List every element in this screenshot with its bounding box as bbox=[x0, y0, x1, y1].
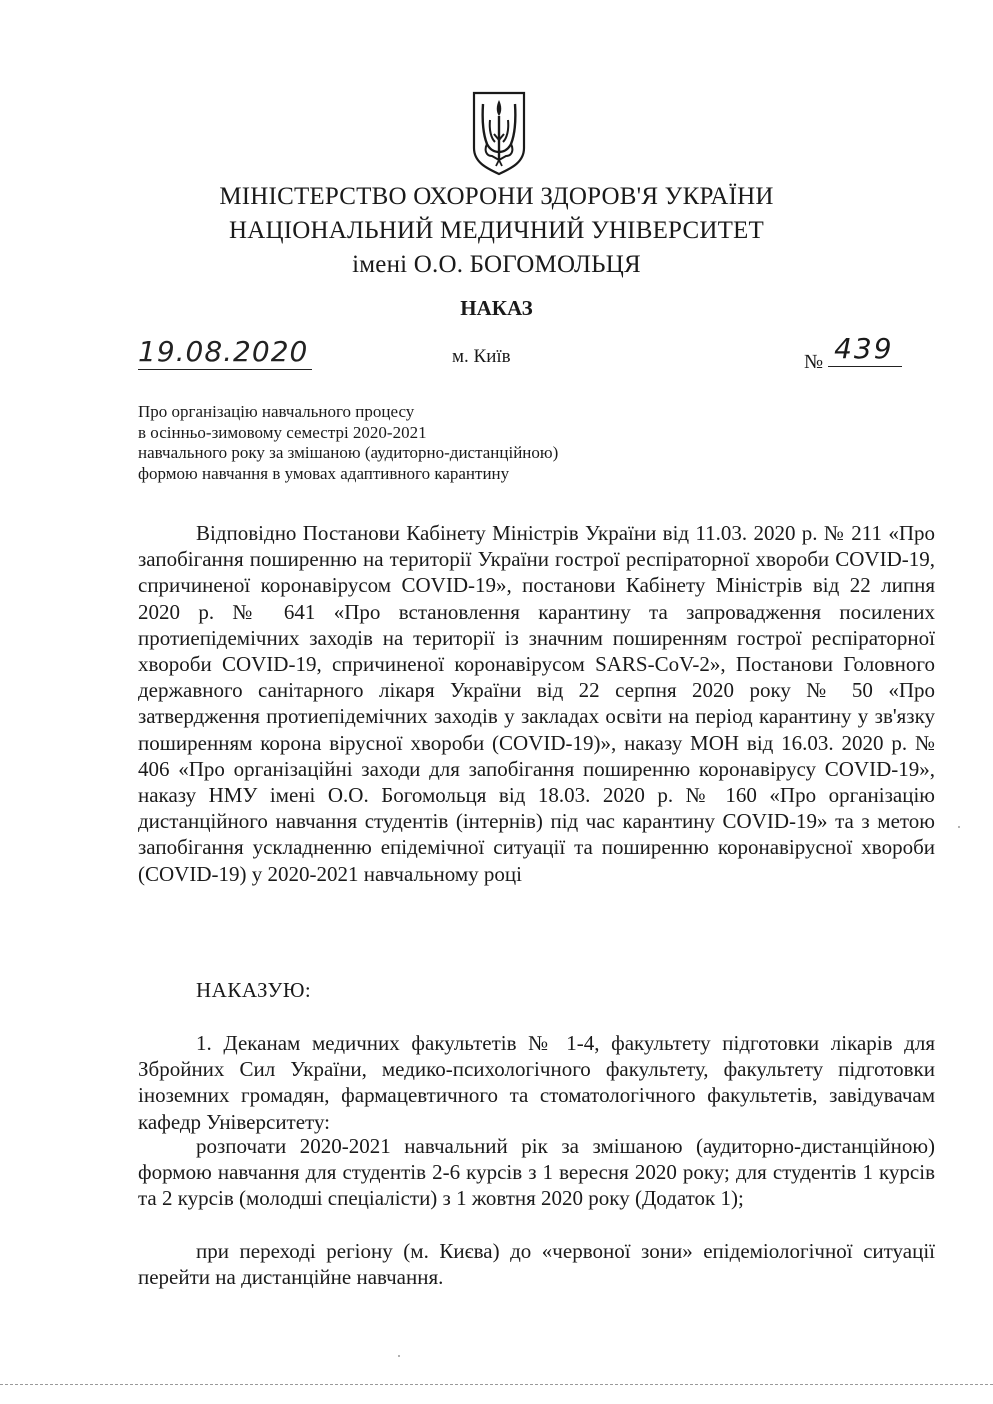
ministry-name: МІНІСТЕРСТВО ОХОРОНИ ЗДОРОВ'Я УКРАЇНИ bbox=[219, 183, 774, 210]
number-sign: № bbox=[804, 351, 824, 373]
document-title: НАКАЗ bbox=[460, 296, 533, 320]
order-item-1: 1. Деканам медичних факультетів № 1-4, факультету підготовки лікарів для Збройних Сил України, медико-психологічного факультету, факультету підготовки іноземних громадян, фармацевтичного та стоматологічного факультетів, завідувачам кафедр Університету: bbox=[138, 1031, 935, 1134]
order-date: 19.08.2020 bbox=[138, 335, 312, 370]
subject-line: навчального року за змішаною (аудиторно-дистанційною) bbox=[138, 443, 559, 462]
university-namesake: імені О.О. БОГОМОЛЬЦЯ bbox=[352, 251, 641, 278]
order-subject bbox=[138, 402, 658, 484]
trident-coat-of-arms-icon bbox=[470, 90, 528, 176]
organization-header bbox=[0, 180, 993, 282]
scan-speck bbox=[958, 826, 960, 828]
university-name: НАЦІОНАЛЬНИЙ МЕДИЧНИЙ УНІВЕРСИТЕТ bbox=[228, 217, 765, 244]
subject-line: в осінньо-зимовому семестрі 2020-2021 bbox=[138, 422, 427, 442]
order-directive-heading: НАКАЗУЮ: bbox=[196, 978, 312, 1002]
order-number-block bbox=[804, 332, 902, 373]
scan-edge-line bbox=[0, 1384, 993, 1385]
order-city: м. Київ bbox=[452, 346, 511, 367]
preamble-paragraph: Відповідно Постанови Кабінету Міністрів України від 11.03. 2020 р. № 211 «Про запобігання поширенню на території України гострої респіраторної хвороби COVID-19, спричиненої коронавірусом COVID-19», постанови Кабінету Міністрів від 22 липня 2020 р. № 641 «Про встановлення карантину та запровадження посилених протиепідемічних заходів на території із значним поширенням гострої респіраторної хвороби COVID-19, спричиненої коронавірусом SARS-CoV-2», Постанови Головного державного санітарного лікаря України від 22 серпня 2020 року № 50 «Про затвердження протиепідемічних заходів у закладах освіти на період карантину у зв'язку поширенням корона вірусної хвороби (COVID-19)», наказу МОН від 16.03. 2020 р. № 406 «Про організаційні заходи для запобігання поширенню коронавірусу COVID-19», наказу НМУ імені О.О. Богомольця від 18.03. 2020 р. № 160 «Про організацію дистанційного навчання студентів (інтернів) під час карантину COVID-19» та з метою запобігання ускладненню епідемічної ситуації та поширенню коронавірусної хвороби (COVID-19) у 2020-2021 навчальному році bbox=[138, 521, 935, 886]
order-item-1-paragraph-start-date: розпочати 2020-2021 навчальний рік за змішаною (аудиторно-дистанційною) формою навчання для студентів 2-6 курсів з 1 вересня 2020 року; для студентів 1 курсів та 2 курсів (молодші спеціалісти) з 1 жовтня 2020 року (Додаток 1); bbox=[138, 1134, 935, 1211]
subject-line: формою навчання в умовах адаптивного карантину bbox=[138, 463, 510, 483]
order-item-1-paragraph-red-zone: при переході регіону (м. Києва) до «червоної зони» епідеміологічної ситуації перейти на дистанційне навчання. bbox=[138, 1239, 935, 1290]
subject-line: Про організацію навчального процесу bbox=[138, 402, 415, 421]
scan-speck bbox=[398, 1355, 400, 1357]
order-number: 439 bbox=[828, 332, 901, 367]
